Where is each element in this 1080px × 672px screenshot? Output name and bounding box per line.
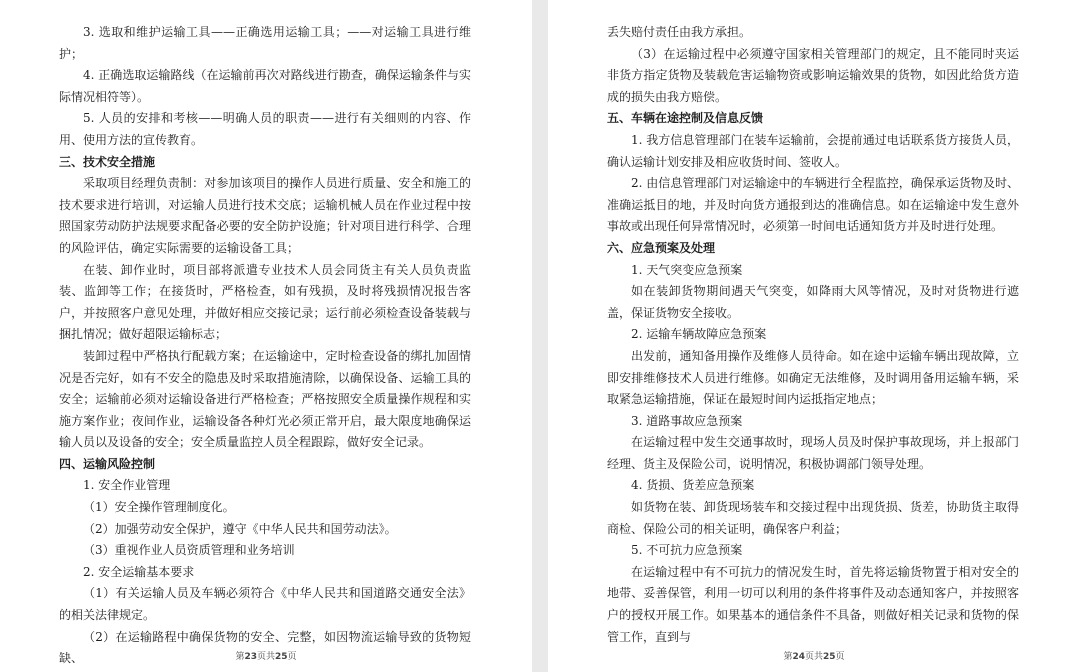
section-heading: 六、应急预案及处理: [607, 240, 716, 255]
paragraph: （3）在运输过程中必须遵守国家相关管理部门的规定，且不能同时夹运非货方指定货物及装载危害运输物资或影响运输效果的货物，如因此给货方造成的损失由我方赔偿。: [607, 46, 1019, 104]
total-pages-number: 25: [823, 652, 836, 662]
paragraph: 在装、卸作业时，项目部将派遣专业技术人员会同货主有关人员负责监装、监卸等工作；在接货时，严格检查，如有残损，及时将残损情况报告客户，并按照客户意见处理，并做好相应交接记录；运行前必须检查设备装载与捆扎情况；做好超限运输标志；: [59, 262, 471, 342]
footer-mid: 页共: [256, 652, 275, 662]
paragraph: 1. 天气突变应急预案: [631, 262, 743, 277]
footer-suffix: 页: [287, 652, 297, 662]
current-page-number: 24: [792, 652, 805, 662]
paragraph: 5. 不可抗力应急预案: [631, 543, 743, 558]
paragraph: 3. 选取和维护运输工具——正确选用运输工具；——对运输工具进行维护；: [59, 25, 471, 61]
footer-prefix: 第: [783, 652, 793, 662]
document-page-left: [0, 0, 532, 672]
paragraph: 丢失赔付责任由我方承担。: [607, 25, 752, 39]
paragraph: （2）加强劳动安全保护，遵守《中华人民共和国劳动法》。: [83, 521, 397, 536]
page-footer: [0, 649, 532, 662]
total-pages-number: 25: [275, 652, 288, 662]
page-content: [59, 22, 471, 670]
paragraph: 如货物在装、卸货现场装车和交接过程中出现货损、货差，协助货主取得商检、保险公司的相关证明，确保客户利益；: [607, 500, 1019, 536]
section-heading: 五、车辆在途控制及信息反馈: [607, 111, 764, 126]
page-footer: [548, 649, 1080, 662]
current-page-number: 23: [244, 652, 257, 662]
paragraph: 3. 道路事故应急预案: [631, 413, 743, 428]
paragraph: 4. 正确选取运输路线（在运输前再次对路线进行勘查，确保运输条件与实际情况相符等）。: [59, 68, 471, 104]
paragraph: 2. 安全运输基本要求: [83, 564, 195, 579]
document-page-right: [548, 0, 1080, 672]
section-heading: 四、运输风险控制: [59, 456, 156, 471]
footer-mid: 页共: [804, 652, 823, 662]
paragraph: 如在装卸货物期间遇天气突变，如降雨大风等情况，及时对货物进行遮盖，保证货物安全接收。: [607, 284, 1019, 320]
paragraph: 在运输过程中有不可抗力的情况发生时，首先将运输货物置于相对安全的地带、妥善保管，利用一切可以利用的条件将事件及动态通知客户，并按照客户的授权开展工作。如果基本的通信条件不具备，则做好相关记录和货物的保管工作，直到与: [607, 564, 1019, 644]
paragraph: （3）重视作业人员资质管理和业务培训: [83, 543, 295, 558]
paragraph: 4. 货损、货差应急预案: [631, 478, 755, 493]
paragraph: 装卸过程中严格执行配载方案；在运输途中，定时检查设备的绑扎加固情况是否完好，如有不安全的隐患及时采取措施清除，以确保设备、运输工具的安全；运输前必须对运输设备进行严格检查；严格按照安全质量操作规程和实施方案作业；夜间作业，运输设备各种灯光必须正常开启，最大限度地确保运输人员以及设备的安全；安全质量监控人员全程跟踪，做好安全记录。: [59, 348, 471, 450]
paragraph: 5. 人员的安排和考核——明确人员的职责——进行有关细则的内容、作用、使用方法的宣传教育。: [59, 111, 471, 147]
paragraph: 1. 我方信息管理部门在装车运输前，会提前通过电话联系货方接货人员，确认运输计划安排及相应收货时间、签收人。: [607, 132, 1019, 169]
footer-prefix: 第: [235, 652, 245, 662]
paragraph: （1）有关运输人员及车辆必须符合《中华人民共和国道路交通安全法》的相关法律规定。: [59, 586, 471, 623]
section-heading: 三、技术安全措施: [59, 154, 156, 169]
paragraph: （1）安全操作管理制度化。: [83, 500, 235, 515]
paragraph: 在运输过程中发生交通事故时，现场人员及时保护事故现场，并上报部门经理、货主及保险公司，说明情况，积极协调部门领导处理。: [607, 435, 1019, 471]
footer-suffix: 页: [835, 652, 845, 662]
paragraph: 1. 安全作业管理: [83, 478, 171, 493]
paragraph: 2. 运输车辆故障应急预案: [631, 327, 767, 342]
paragraph: 采取项目经理负责制：对参加该项目的操作人员进行质量、安全和施工的技术要求进行培训，对运输人员进行技术交底；运输机械人员在作业过程中按照国家劳动防护法规要求配备必要的安全防护设施；针对项目进行科学、合理的风险评估，确定实际需要的运输设备工具；: [59, 176, 471, 255]
page-content: [607, 22, 1019, 648]
paragraph: 出发前，通知备用操作及维修人员待命。如在途中运输车辆出现故障，立即安排维修技术人员进行维修。如确定无法维修，及时调用备用运输车辆，采取紧急运输措施，保证在最短时间内运抵指定地点；: [607, 348, 1019, 407]
paragraph: 2. 由信息管理部门对运输途中的车辆进行全程监控，确保承运货物及时、准确运抵目的地，并及时向货方通报到达的准确信息。如在运输途中发生意外事故或出现任何异常情况时，必须第一时间电话通知货方并及时进行处理。: [607, 176, 1019, 234]
paragraph: （2）在运输路程中确保货物的安全、完整，如因物流运输导致的货物短缺、: [59, 629, 471, 666]
